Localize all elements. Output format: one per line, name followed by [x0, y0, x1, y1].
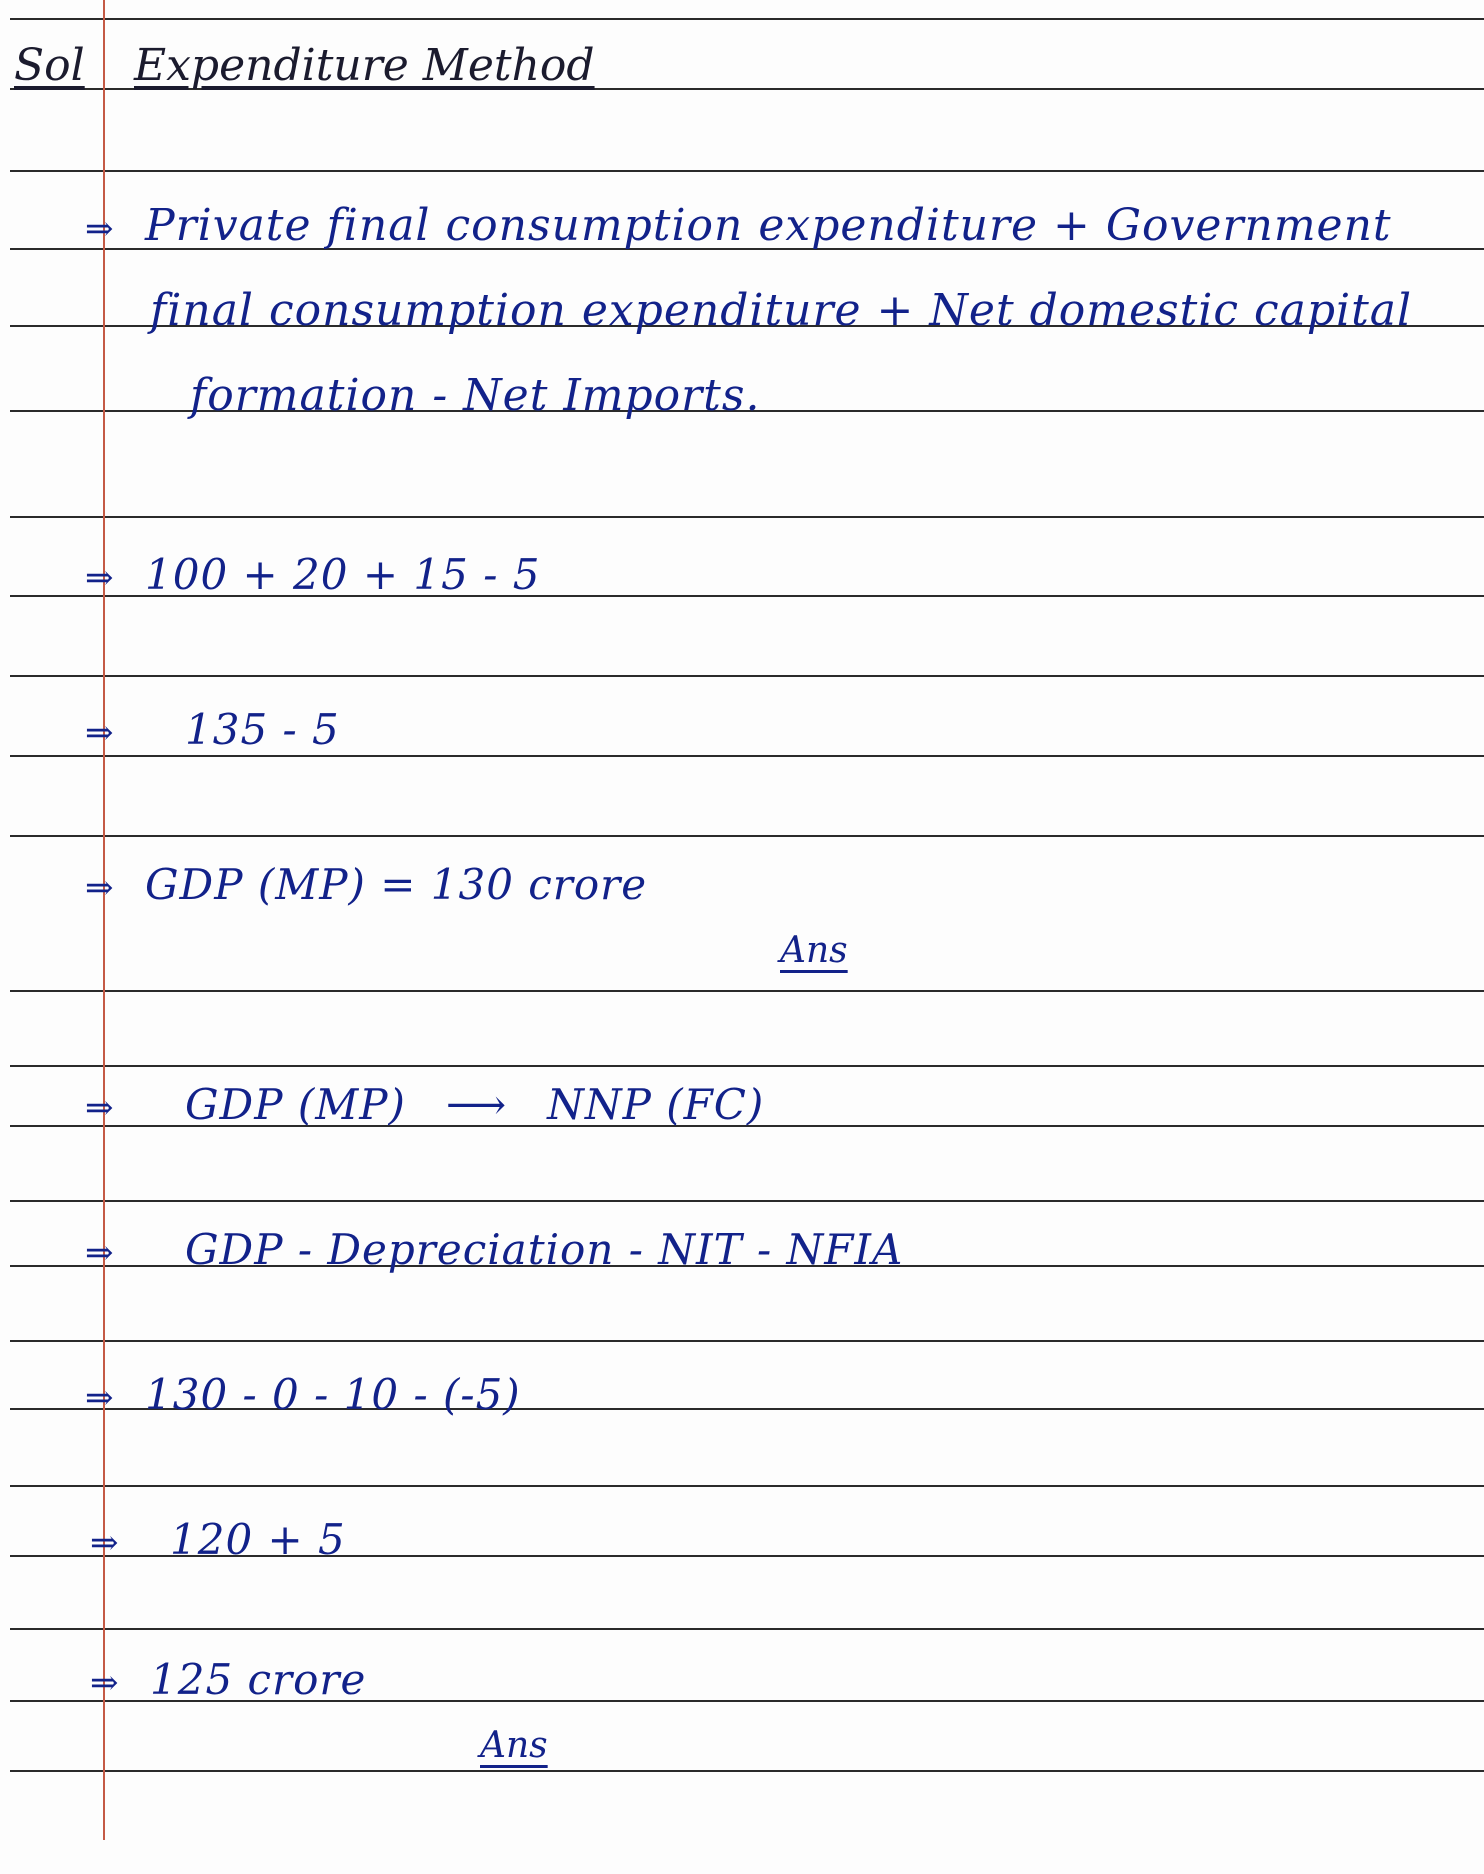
ruled-line	[10, 1628, 1484, 1630]
implies-arrow-icon: ⇒	[85, 209, 115, 249]
heading	[14, 40, 595, 91]
ruled-line	[10, 516, 1484, 518]
ruled-line	[10, 755, 1484, 757]
step-2-text: 135 - 5	[185, 705, 340, 754]
implies-arrow-icon: ⇒	[85, 1233, 115, 1273]
step-5	[85, 1225, 903, 1274]
step-6	[85, 1370, 521, 1419]
step-4	[85, 1080, 764, 1129]
step-1-text: 100 + 20 + 15 - 5	[145, 550, 541, 599]
implies-arrow-icon: ⇒	[85, 713, 115, 753]
ruled-line	[10, 18, 1484, 20]
implies-arrow-icon: ⇒	[90, 1663, 120, 1703]
ruled-line	[10, 170, 1484, 172]
implies-arrow-icon: ⇒	[90, 1523, 120, 1563]
step-6-text: 130 - 0 - 10 - (-5)	[145, 1370, 521, 1419]
implies-arrow-icon: ⇒	[85, 868, 115, 908]
margin-line	[103, 0, 105, 1840]
sol-label: Sol	[14, 40, 85, 91]
ruled-line	[10, 1340, 1484, 1342]
ruled-line	[10, 990, 1484, 992]
step-8-text: 125 crore	[150, 1655, 367, 1704]
step-1	[85, 550, 540, 599]
formula-line-2	[150, 285, 1412, 336]
formula-text-2: final consumption expenditure + Net domestic capital	[150, 285, 1413, 336]
formula-text-1: Private final consumption expenditure + Government	[145, 200, 1392, 251]
step-2	[85, 705, 340, 754]
implies-arrow-icon: ⇒	[85, 1378, 115, 1418]
answer-label: Ans	[780, 930, 848, 971]
step-4-left: GDP (MP)	[185, 1080, 406, 1129]
implies-arrow-icon: ⇒	[85, 558, 115, 598]
step-3-text: GDP (MP) = 130 crore	[145, 860, 648, 909]
ruled-line	[10, 1485, 1484, 1487]
implies-arrow-icon: ⇒	[85, 1088, 115, 1128]
ruled-line	[10, 835, 1484, 837]
formula-line-3	[190, 370, 760, 421]
formula-line-1	[85, 200, 1392, 251]
ruled-line	[10, 1770, 1484, 1772]
ruled-line	[10, 675, 1484, 677]
page-title: Expenditure Method	[134, 40, 595, 91]
step-4-right: NNP (FC)	[547, 1080, 765, 1129]
long-right-arrow-icon: ⟶	[445, 1080, 508, 1129]
step-3	[85, 860, 647, 909]
ruled-line	[10, 1065, 1484, 1067]
answer-label: Ans	[480, 1725, 548, 1766]
step-7	[90, 1515, 346, 1564]
formula-text-3: formation - Net Imports.	[190, 370, 761, 421]
step-7-text: 120 + 5	[170, 1515, 346, 1564]
step-5-text: GDP - Depreciation - NIT - NFIA	[185, 1225, 904, 1274]
step-8	[90, 1655, 366, 1704]
ruled-line	[10, 1200, 1484, 1202]
